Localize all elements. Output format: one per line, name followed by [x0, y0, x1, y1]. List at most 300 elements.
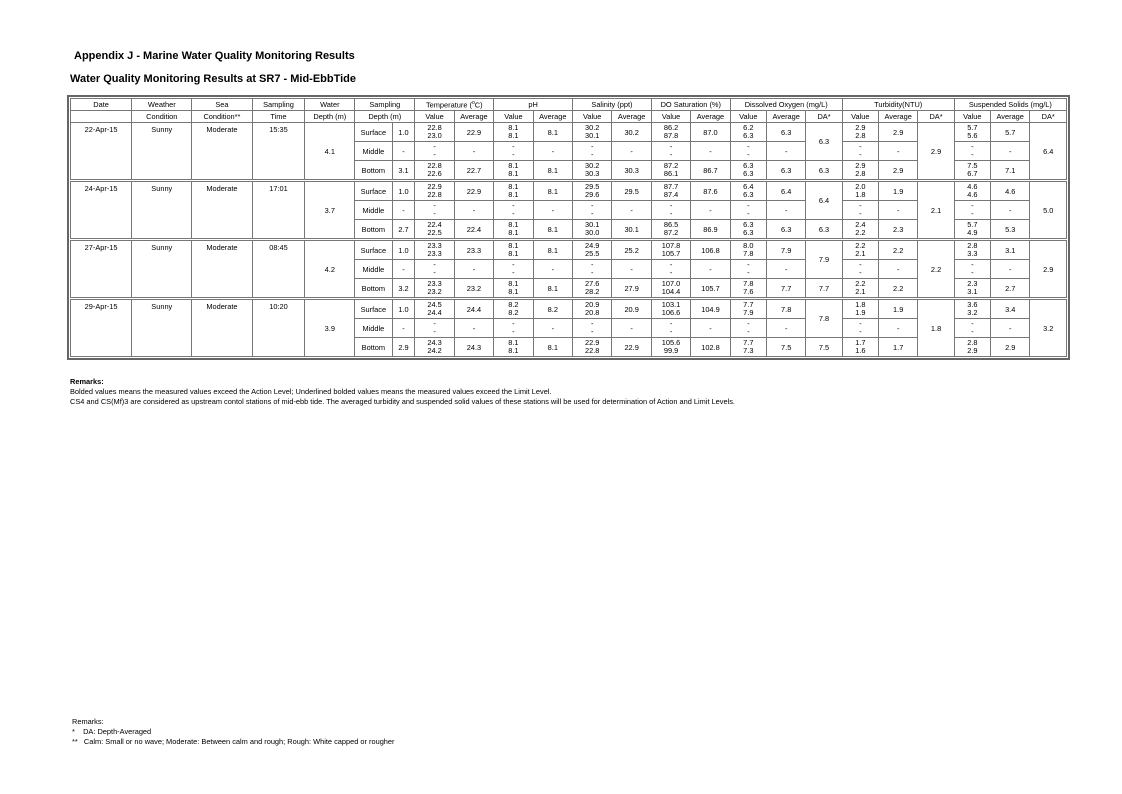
salinity-values [573, 201, 612, 220]
dissolved-oxygen-da-bottom: 6.3 [806, 161, 842, 181]
dissolved-oxygen-values [730, 181, 766, 201]
suspended-solids-values-reading: - [971, 150, 974, 159]
turbidity-values-reading: 2.9 [855, 160, 866, 170]
do-saturation-values-reading: 103.1 [661, 299, 681, 309]
ph-values-reading: - [512, 268, 515, 277]
ph-average: 8.1 [533, 123, 572, 142]
salinity-values-reading: 29.5 [585, 181, 600, 191]
dissolved-oxygen-values [730, 299, 766, 319]
sampling-level-cell: Surface [355, 299, 392, 319]
ph-values-reading: - [512, 200, 515, 210]
suspended-solids-values [954, 319, 990, 338]
dissolved-oxygen-average: 7.8 [766, 299, 805, 319]
salinity-values [573, 220, 612, 240]
do-saturation-values-reading: 105.6 [661, 337, 681, 347]
turbidity-values-reading: 2.4 [855, 219, 866, 229]
turbidity-values-reading: - [859, 200, 862, 210]
header-sub: Average [533, 111, 572, 123]
salinity-average: 30.1 [612, 220, 651, 240]
salinity-values-reading: 25.5 [585, 249, 600, 258]
turbidity-values-reading: 2.2 [855, 228, 866, 237]
temperature-values-reading: 22.8 [427, 122, 442, 132]
page-title: Appendix J - Marine Water Quality Monitoring Results [74, 50, 355, 62]
do-saturation-values [651, 240, 690, 260]
temperature-values [415, 240, 454, 260]
temperature-values [415, 220, 454, 240]
header-sub: Value [415, 111, 454, 123]
ph-average: - [533, 201, 572, 220]
salinity-average: - [612, 201, 651, 220]
header-sub: Average [454, 111, 493, 123]
suspended-solids-values [954, 240, 990, 260]
salinity-values-reading: 20.8 [585, 308, 600, 317]
temperature-values-reading: 22.4 [427, 219, 442, 229]
dissolved-oxygen-values-reading: 6.3 [743, 160, 754, 170]
do-saturation-values [651, 181, 690, 201]
results-table-body [71, 123, 1067, 357]
turbidity-values-reading: - [859, 209, 862, 218]
temperature-values-reading: - [433, 200, 436, 210]
do-saturation-average: 86.7 [691, 161, 730, 181]
ph-values [494, 279, 533, 299]
header-sub: Depth (m) [355, 111, 415, 123]
header-sub: Value [651, 111, 690, 123]
suspended-solids-values [954, 220, 990, 240]
dissolved-oxygen-values-reading: 7.7 [743, 299, 754, 309]
sampling-depth-cell: 1.0 [392, 123, 415, 142]
turbidity-average: - [878, 201, 917, 220]
dissolved-oxygen-values-reading: 6.4 [743, 181, 754, 191]
ph-values-reading: 8.1 [508, 240, 519, 250]
salinity-values [573, 279, 612, 299]
sampling-depth-cell: 2.9 [392, 338, 415, 357]
turbidity-da: 2.9 [918, 123, 954, 181]
sampling-level-cell: Middle [355, 201, 392, 220]
salinity-average: 25.2 [612, 240, 651, 260]
remarks-line: CS4 and CS(Mf)3 are considered as upstream contol stations of mid-ebb tide. The averaged turbidity and suspended solid values of these stations will be used for determination of Action and Limit Levels. [70, 397, 735, 406]
ph-values-reading: 8.2 [508, 299, 519, 309]
temperature-values-reading: 23.0 [427, 131, 442, 140]
sea-condition-cell: Moderate [192, 299, 252, 357]
sampling-time-cell: 17:01 [252, 181, 305, 240]
temperature-values [415, 299, 454, 319]
turbidity-average: 1.9 [878, 299, 917, 319]
dissolved-oxygen-values [730, 123, 766, 142]
do-saturation-values-reading: 86.2 [663, 122, 679, 132]
ph-average: 8.1 [533, 240, 572, 260]
turbidity-values [842, 220, 878, 240]
turbidity-values [842, 161, 878, 181]
salinity-values [573, 142, 612, 161]
do-saturation-average: 87.6 [691, 181, 730, 201]
dissolved-oxygen-values-reading: - [747, 141, 750, 151]
sampling-depth-cell: 3.1 [392, 161, 415, 181]
header-weather: Weather [132, 99, 192, 111]
dissolved-oxygen-values-reading: 6.3 [743, 228, 754, 237]
dissolved-oxygen-average: 7.7 [766, 279, 805, 299]
dissolved-oxygen-values-reading: 7.8 [743, 278, 754, 288]
dissolved-oxygen-values [730, 338, 766, 357]
header-sea: Sea [192, 99, 252, 111]
sampling-level-cell: Middle [355, 260, 392, 279]
ph-values [494, 299, 533, 319]
turbidity-average: - [878, 260, 917, 279]
sampling-level-cell: Bottom [355, 338, 392, 357]
suspended-solids-average: - [991, 319, 1030, 338]
dissolved-oxygen-values-reading: - [747, 150, 750, 159]
salinity-values [573, 123, 612, 142]
dissolved-oxygen-values-reading: 7.9 [743, 308, 754, 317]
header-sub: Depth (m) [305, 111, 355, 123]
ph-average: 8.2 [533, 299, 572, 319]
suspended-solids-values-reading: 2.8 [967, 240, 978, 250]
water-depth-cell: 3.7 [305, 181, 355, 240]
table-row [71, 240, 1067, 260]
header-date: Date [71, 99, 132, 111]
sampling-level-cell: Middle [355, 142, 392, 161]
salinity-values-reading: - [590, 200, 594, 210]
do-saturation-values-reading: 87.2 [663, 228, 679, 237]
salinity-values-reading: 30.2 [585, 122, 600, 132]
sampling-depth-cell: 3.2 [392, 279, 415, 299]
do-saturation-values-reading: 87.7 [663, 181, 679, 191]
do-saturation-values-reading: 99.9 [663, 346, 679, 355]
suspended-solids-average: - [991, 260, 1030, 279]
suspended-solids-values-reading: 5.7 [967, 219, 978, 229]
dissolved-oxygen-values [730, 201, 766, 220]
salinity-values-reading: 29.6 [585, 190, 600, 199]
dissolved-oxygen-values-reading: 7.7 [743, 337, 754, 347]
temperature-values [415, 161, 454, 181]
sampling-time-cell: 08:45 [252, 240, 305, 299]
sampling-depth-cell: 1.0 [392, 240, 415, 260]
salinity-values-reading: - [590, 209, 594, 218]
temperature-values [415, 123, 454, 142]
do-saturation-values-reading: 87.2 [663, 160, 679, 170]
do-saturation-values-reading: 105.7 [661, 249, 681, 258]
turbidity-values-reading: 2.2 [855, 278, 866, 288]
dissolved-oxygen-da: 6.3 [806, 123, 842, 161]
sampling-depth-cell: - [392, 260, 415, 279]
date-cell: 22-Apr-15 [71, 123, 132, 181]
turbidity-da: 1.8 [918, 299, 954, 357]
suspended-solids-values-reading: - [971, 327, 974, 336]
temperature-values-reading: 24.4 [427, 308, 442, 317]
turbidity-values [842, 260, 878, 279]
turbidity-values-reading: 2.8 [855, 169, 866, 178]
turbidity-average: - [878, 142, 917, 161]
header-sub: Value [494, 111, 533, 123]
do-saturation-average: 104.9 [691, 299, 730, 319]
salinity-values [573, 161, 612, 181]
do-saturation-values [651, 201, 690, 220]
salinity-average: 27.9 [612, 279, 651, 299]
do-saturation-values-reading: - [669, 268, 673, 277]
salinity-values-reading: 22.9 [585, 337, 600, 347]
ph-values [494, 161, 533, 181]
turbidity-values-reading: 1.7 [855, 337, 866, 347]
salinity-values-reading: 20.9 [585, 299, 600, 309]
turbidity-values-reading: - [859, 318, 862, 328]
salinity-values-reading: 30.2 [585, 160, 600, 170]
suspended-solids-values-reading: 4.6 [967, 181, 978, 191]
salinity-average: 20.9 [612, 299, 651, 319]
temperature-values-reading: - [433, 150, 436, 159]
salinity-values-reading: 27.6 [585, 278, 600, 288]
dissolved-oxygen-da: 6.4 [806, 181, 842, 220]
suspended-solids-values-reading: - [971, 268, 974, 277]
turbidity-average: 1.7 [878, 338, 917, 357]
turbidity-values-reading: 2.9 [855, 122, 866, 132]
salinity-values-reading: 30.1 [585, 131, 600, 140]
sea-condition-cell: Moderate [192, 123, 252, 181]
do-saturation-values-reading: 104.4 [661, 287, 681, 296]
ph-values [494, 260, 533, 279]
sea-condition-cell: Moderate [192, 240, 252, 299]
do-saturation-values-reading: 86.5 [663, 219, 679, 229]
turbidity-values-reading: - [859, 150, 862, 159]
turbidity-values [842, 201, 878, 220]
do-saturation-values [651, 161, 690, 181]
turbidity-values-reading: 2.2 [855, 240, 866, 250]
salinity-values-reading: - [590, 327, 594, 336]
do-saturation-values-reading: - [669, 150, 673, 159]
ph-average: - [533, 142, 572, 161]
ph-values [494, 181, 533, 201]
do-saturation-average: 102.8 [691, 338, 730, 357]
turbidity-values [842, 279, 878, 299]
table-row [71, 123, 1067, 142]
temperature-values-reading: - [433, 327, 436, 336]
turbidity-values-reading: - [859, 141, 862, 151]
turbidity-average: 2.9 [878, 123, 917, 142]
ph-values-reading: 8.1 [508, 160, 519, 170]
temperature-values [415, 142, 454, 161]
turbidity-values-reading: 1.8 [855, 299, 866, 309]
ph-average: 8.1 [533, 220, 572, 240]
dissolved-oxygen-values-reading: - [747, 200, 750, 210]
suspended-solids-values-reading: 3.1 [967, 287, 978, 296]
dissolved-oxygen-average: - [766, 319, 805, 338]
ph-average: 8.1 [533, 181, 572, 201]
turbidity-values [842, 123, 878, 142]
do-saturation-values [651, 319, 690, 338]
temperature-average: 24.3 [454, 338, 493, 357]
dissolved-oxygen-average: 6.3 [766, 220, 805, 240]
do-saturation-values [651, 123, 690, 142]
turbidity-values-reading: 2.1 [855, 287, 866, 296]
header-dissolved-oxygen: Dissolved Oxygen (mg/L) [730, 99, 842, 111]
dissolved-oxygen-values-reading: 7.3 [743, 346, 754, 355]
temperature-average: 22.4 [454, 220, 493, 240]
sampling-time-cell: 15:35 [252, 123, 305, 181]
temperature-average: 23.2 [454, 279, 493, 299]
sampling-level-cell: Bottom [355, 279, 392, 299]
salinity-values [573, 299, 612, 319]
dissolved-oxygen-da-bottom: 6.3 [806, 220, 842, 240]
ph-values [494, 123, 533, 142]
dissolved-oxygen-values-reading: 6.3 [743, 131, 754, 140]
header-sub: DA* [806, 111, 842, 123]
turbidity-values-reading: - [859, 259, 862, 269]
salinity-average: - [612, 319, 651, 338]
do-saturation-values [651, 299, 690, 319]
header-salinity: Salinity (ppt) [573, 99, 652, 111]
dissolved-oxygen-values [730, 279, 766, 299]
date-cell: 24-Apr-15 [71, 181, 132, 240]
turbidity-average: 2.3 [878, 220, 917, 240]
suspended-solids-average: 3.1 [991, 240, 1030, 260]
temperature-values-reading: - [433, 259, 436, 269]
do-saturation-average: 105.7 [691, 279, 730, 299]
ph-values-reading: 8.1 [508, 278, 519, 288]
table-title: Water Quality Monitoring Results at SR7 - Mid-EbbTide [70, 73, 357, 85]
turbidity-values [842, 142, 878, 161]
salinity-average: - [612, 142, 651, 161]
remarks-block [70, 377, 735, 407]
suspended-solids-values-reading: - [971, 318, 974, 328]
suspended-solids-values-reading: - [971, 141, 974, 151]
turbidity-values-reading: 1.8 [855, 190, 866, 199]
salinity-values-reading: 28.2 [585, 287, 600, 296]
suspended-solids-average: 3.4 [991, 299, 1030, 319]
sampling-depth-cell: 1.0 [392, 299, 415, 319]
salinity-values-reading: - [590, 141, 594, 151]
dissolved-oxygen-values [730, 319, 766, 338]
suspended-solids-values [954, 123, 990, 142]
dissolved-oxygen-values-reading: - [747, 327, 750, 336]
suspended-solids-values-reading: 2.9 [967, 346, 978, 355]
do-saturation-average: 87.0 [691, 123, 730, 142]
do-saturation-average: 106.8 [691, 240, 730, 260]
suspended-solids-values [954, 299, 990, 319]
turbidity-da: 2.1 [918, 181, 954, 240]
ph-values-reading: 8.1 [508, 122, 519, 132]
ph-values-reading: 8.1 [508, 249, 519, 258]
salinity-values-reading: 22.8 [585, 346, 600, 355]
salinity-average: - [612, 260, 651, 279]
ph-values-reading: 8.1 [508, 346, 519, 355]
ph-values [494, 319, 533, 338]
header-sub: Value [573, 111, 612, 123]
do-saturation-values [651, 279, 690, 299]
suspended-solids-values-reading: 2.8 [967, 337, 978, 347]
suspended-solids-da: 6.4 [1030, 123, 1067, 181]
ph-average: 8.1 [533, 161, 572, 181]
suspended-solids-values [954, 279, 990, 299]
ph-values [494, 220, 533, 240]
temperature-values-reading: 23.2 [427, 287, 442, 296]
do-saturation-values-reading: - [669, 259, 673, 269]
header-sub: Time [252, 111, 305, 123]
sampling-depth-cell: 1.0 [392, 181, 415, 201]
dissolved-oxygen-average: - [766, 142, 805, 161]
do-saturation-values-reading: 87.4 [663, 190, 679, 199]
suspended-solids-values [954, 201, 990, 220]
suspended-solids-average: 2.9 [991, 338, 1030, 357]
water-depth-cell: 3.9 [305, 299, 355, 357]
temperature-average: 22.9 [454, 123, 493, 142]
dissolved-oxygen-da: 7.8 [806, 299, 842, 338]
do-saturation-values-reading: - [669, 327, 673, 336]
dissolved-oxygen-average: 7.9 [766, 240, 805, 260]
suspended-solids-values [954, 181, 990, 201]
suspended-solids-average: 2.7 [991, 279, 1030, 299]
salinity-values-reading: 30.1 [585, 219, 600, 229]
temperature-values-reading: 22.5 [427, 228, 442, 237]
dissolved-oxygen-da-bottom: 7.7 [806, 279, 842, 299]
dissolved-oxygen-average: 6.3 [766, 161, 805, 181]
sampling-depth-cell: 2.7 [392, 220, 415, 240]
header-sub: Condition** [192, 111, 252, 123]
suspended-solids-values-reading: 5.7 [967, 122, 978, 132]
temperature-average: 22.9 [454, 181, 493, 201]
ph-values-reading: 8.1 [508, 287, 519, 296]
temperature-values-reading: 23.3 [427, 249, 442, 258]
temperature-values-reading: 22.6 [427, 169, 442, 178]
dissolved-oxygen-values-reading: 7.8 [743, 249, 754, 258]
ph-values-reading: 8.1 [508, 219, 519, 229]
suspended-solids-da: 5.0 [1030, 181, 1067, 240]
suspended-solids-values [954, 260, 990, 279]
salinity-values-reading: - [590, 318, 594, 328]
turbidity-values-reading: 2.8 [855, 131, 866, 140]
ph-values-reading: 8.1 [508, 181, 519, 191]
sampling-depth-cell: - [392, 319, 415, 338]
ph-values-reading: 8.1 [508, 169, 519, 178]
temperature-average: - [454, 319, 493, 338]
suspended-solids-average: 5.3 [991, 220, 1030, 240]
header-sub: Value [954, 111, 990, 123]
dissolved-oxygen-values-reading: - [747, 209, 750, 218]
turbidity-average: 2.2 [878, 279, 917, 299]
turbidity-values [842, 338, 878, 357]
temperature-values-reading: - [433, 141, 436, 151]
sampling-level-cell: Bottom [355, 161, 392, 181]
footnotes-heading: Remarks: [72, 717, 104, 726]
temperature-average: 23.3 [454, 240, 493, 260]
dissolved-oxygen-values [730, 240, 766, 260]
header-water-depth: Water [305, 99, 355, 111]
ph-average: - [533, 260, 572, 279]
temperature-average: - [454, 201, 493, 220]
dissolved-oxygen-values-reading: 8.0 [743, 240, 754, 250]
sampling-depth-cell: - [392, 142, 415, 161]
sea-condition-cell: Moderate [192, 181, 252, 240]
sampling-level-cell: Bottom [355, 220, 392, 240]
suspended-solids-values-reading: - [971, 259, 974, 269]
salinity-average: 30.3 [612, 161, 651, 181]
suspended-solids-values-reading: - [971, 209, 974, 218]
temperature-values [415, 319, 454, 338]
salinity-values [573, 319, 612, 338]
sampling-depth-cell: - [392, 201, 415, 220]
header-date-sub [71, 111, 132, 123]
do-saturation-values-reading: 107.8 [661, 240, 681, 250]
weather-cell: Sunny [132, 181, 192, 240]
do-saturation-values-reading: - [669, 141, 673, 151]
ph-values-reading: 8.1 [508, 190, 519, 199]
weather-cell: Sunny [132, 240, 192, 299]
ph-values-reading: 8.1 [508, 228, 519, 237]
header-sub: Average [612, 111, 651, 123]
turbidity-values [842, 181, 878, 201]
suspended-solids-values-reading: 3.6 [967, 299, 978, 309]
suspended-solids-values-reading: 4.6 [967, 190, 978, 199]
ph-values-reading: - [512, 318, 515, 328]
dissolved-oxygen-values-reading: - [747, 259, 750, 269]
do-saturation-values-reading: - [669, 318, 673, 328]
